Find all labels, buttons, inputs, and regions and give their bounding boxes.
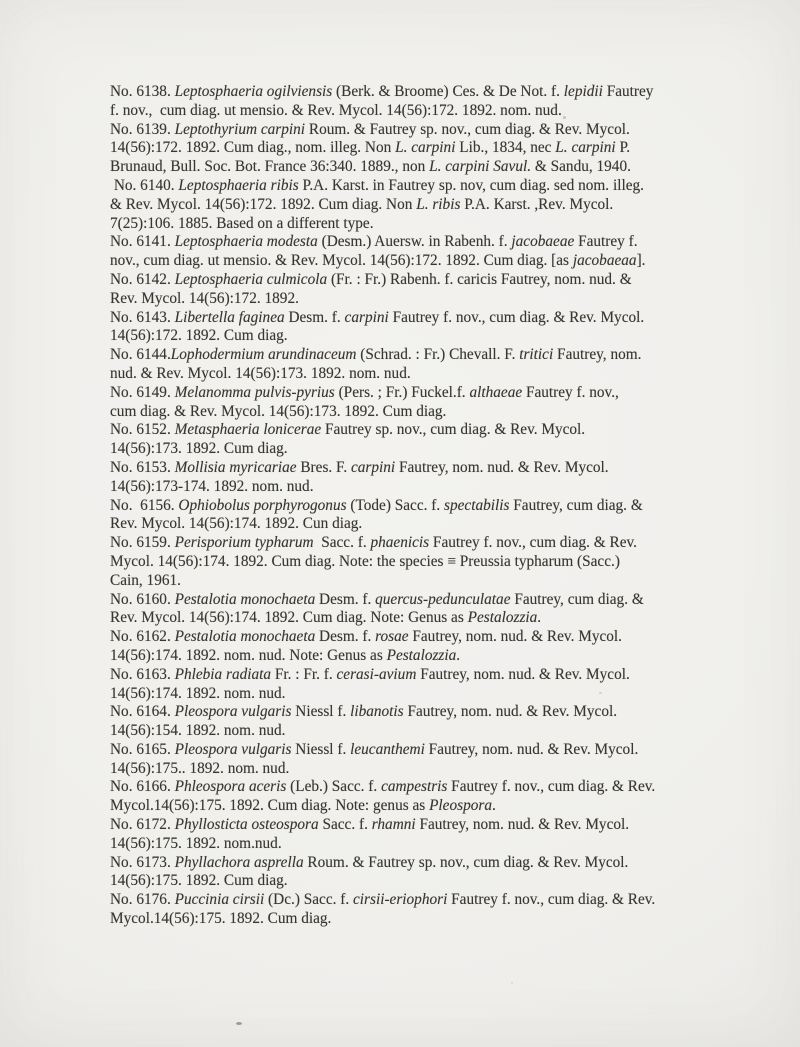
text-line: Rev. Mycol. 14(56):172. 1892. xyxy=(110,289,299,307)
text-line: No. 6173. Phyllachora asprella Roum. & Fautrey sp. nov., cum diag. & Rev. Mycol. xyxy=(110,853,629,871)
text-line: 14(56):174. 1892. nom. nud. Note: Genus as Pestalozzia. xyxy=(110,646,461,664)
text-line: 14(56):175. 1892. nom.nud. xyxy=(110,834,282,852)
text-line: 14(56):173. 1892. Cum diag. xyxy=(110,440,288,458)
scan-speck xyxy=(511,982,513,984)
catalog-entry xyxy=(110,459,720,497)
catalog-entry xyxy=(110,778,720,816)
text-line: 14(56):175.. 1892. nom. nud. xyxy=(110,759,290,777)
text-line: cum diag. & Rev. Mycol. 14(56):173. 1892. Cum diag. xyxy=(110,402,447,420)
text-line: No. 6153. Mollisia myricariae Bres. F. carpini Fautrey, nom. nud. & Rev. Mycol. xyxy=(110,458,609,476)
text-line: Cain, 1961. xyxy=(110,571,181,589)
catalog-entry xyxy=(110,666,720,704)
text-line: No. 6163. Phlebia radiata Fr. : Fr. f. cerasi-avium Fautrey, nom. nud. & Rev. Mycol. xyxy=(110,665,630,683)
catalog-entry xyxy=(110,591,720,629)
catalog-entry xyxy=(110,177,720,233)
text-line: No. 6164. Pleospora vulgaris Niessl f. libanotis Fautrey, nom. nud. & Rev. Mycol. xyxy=(110,703,618,721)
text-line: Mycol.14(56):175. 1892. Cum diag. xyxy=(110,910,332,928)
text-line: No. 6152. Metasphaeria lonicerae Fautrey sp. nov., cum diag. & Rev. Mycol. xyxy=(110,421,586,439)
scan-speck xyxy=(236,1022,242,1025)
catalog-entry xyxy=(110,497,720,535)
catalog-entry xyxy=(110,891,720,929)
text-line: No. 6165. Pleospora vulgaris Niessl f. leucanthemi Fautrey, nom. nud. & Rev. Mycol. xyxy=(110,740,639,758)
text-line: 14(56):174. 1892. nom. nud. xyxy=(110,684,286,702)
text-line: No. 6160. Pestalotia monochaeta Desm. f. quercus-pedunculatae Fautrey, cum diag. & xyxy=(110,590,644,608)
text-line: No. 6156. Ophiobolus porphyrogonus (Tode) Sacc. f. spectabilis Fautrey, cum diag. & xyxy=(110,496,643,514)
text-line: 7(25):106. 1885. Based on a different type. xyxy=(110,214,374,232)
text-line: No. 6172. Phyllosticta osteospora Sacc. f. rhamni Fautrey, nom. nud. & Rev. Mycol. xyxy=(110,816,630,834)
catalog-entry xyxy=(110,346,720,384)
text-line: & Rev. Mycol. 14(56):172. 1892. Cum diag. Non L. ribis P.A. Karst. ,Rev. Mycol. xyxy=(110,195,614,213)
text-line: Rev. Mycol. 14(56):174. 1892. Cum diag. Note: Genus as Pestalozzia. xyxy=(110,609,542,627)
text-line: Mycol. 14(56):174. 1892. Cum diag. Note: the species ≡ Preussia typharum (Sacc.) xyxy=(110,552,620,570)
text-line: Brunaud, Bull. Soc. Bot. France 36:340. 1889., non L. carpini Savul. & Sandu, 1940. xyxy=(110,158,631,176)
text-line: No. 6159. Perisporium typharum Sacc. f. phaenicis Fautrey f. nov., cum diag. & Rev. xyxy=(110,534,637,552)
text-line: 14(56):172. 1892. Cum diag. xyxy=(110,327,288,345)
catalog-entry xyxy=(110,271,720,309)
catalog-entry xyxy=(110,233,720,271)
text-line: No. 6141. Leptosphaeria modesta (Desm.) Auersw. in Rabenh. f. jacobaeae Fautrey f. xyxy=(110,233,638,251)
catalog-entry xyxy=(110,816,720,854)
catalog-entry xyxy=(110,309,720,347)
text-line: 14(56):154. 1892. nom. nud. xyxy=(110,722,286,740)
text-line: nud. & Rev. Mycol. 14(56):173. 1892. nom. nud. xyxy=(110,364,411,382)
catalog-entry xyxy=(110,854,720,892)
text-line: No. 6140. Leptosphaeria ribis P.A. Karst. in Fautrey sp. nov, cum diag. sed nom. illeg. xyxy=(110,176,644,194)
text-line: No. 6144.Lophodermium arundinaceum (Schrad. : Fr.) Chevall. F. tritici Fautrey, nom. xyxy=(110,346,642,364)
document-text xyxy=(110,83,720,929)
catalog-entry xyxy=(110,703,720,741)
text-line: 14(56):172. 1892. Cum diag., nom. illeg. Non L. carpini Lib., 1834, nec L. carpini P. xyxy=(110,139,631,157)
text-line: 14(56):175. 1892. Cum diag. xyxy=(110,872,288,890)
text-line: No. 6149. Melanomma pulvis-pyrius (Pers. ; Fr.) Fuckel.f. althaeae Fautrey f. nov., xyxy=(110,383,619,401)
scan-speck xyxy=(563,116,566,119)
text-line: nov., cum diag. ut mensio. & Rev. Mycol. 14(56):172. 1892. Cum diag. [as jacobaeaa]. xyxy=(110,252,646,270)
text-line: Rev. Mycol. 14(56):174. 1892. Cun diag. xyxy=(110,515,363,533)
text-line: No. 6138. Leptosphaeria ogilviensis (Berk. & Broome) Ces. & De Not. f. lepidii Fautrey xyxy=(110,83,654,100)
text-line: No. 6143. Libertella faginea Desm. f. carpini Fautrey f. nov., cum diag. & Rev. Mycol. xyxy=(110,308,645,326)
text-line: No. 6142. Leptosphaeria culmicola (Fr. : Fr.) Rabenh. f. caricis Fautrey, nom. nud. & xyxy=(110,270,632,288)
text-line: No. 6162. Pestalotia monochaeta Desm. f. rosae Fautrey, nom. nud. & Rev. Mycol. xyxy=(110,628,622,646)
catalog-entry xyxy=(110,421,720,459)
catalog-entry xyxy=(110,741,720,779)
catalog-entry xyxy=(110,83,720,121)
text-line: No. 6166. Phleospora aceris (Leb.) Sacc. f. campestris Fautrey f. nov., cum diag. & Rev. xyxy=(110,778,656,796)
text-line: No. 6139. Leptothyrium carpini Roum. & Fautrey sp. nov., cum diag. & Rev. Mycol. xyxy=(110,120,630,138)
catalog-entry xyxy=(110,121,720,177)
catalog-entry xyxy=(110,534,720,590)
text-line: 14(56):173-174. 1892. nom. nud. xyxy=(110,477,314,495)
text-line: No. 6176. Puccinia cirsii (Dc.) Sacc. f. cirsii-eriophori Fautrey f. nov., cum diag. & Rev. xyxy=(110,891,656,909)
text-line: Mycol.14(56):175. 1892. Cum diag. Note: genus as Pleospora. xyxy=(110,797,496,815)
catalog-entry xyxy=(110,384,720,422)
scan-speck xyxy=(599,692,602,694)
text-line: f. nov., cum diag. ut mensio. & Rev. Mycol. 14(56):172. 1892. nom. nud. xyxy=(110,101,562,119)
catalog-entry xyxy=(110,628,720,666)
